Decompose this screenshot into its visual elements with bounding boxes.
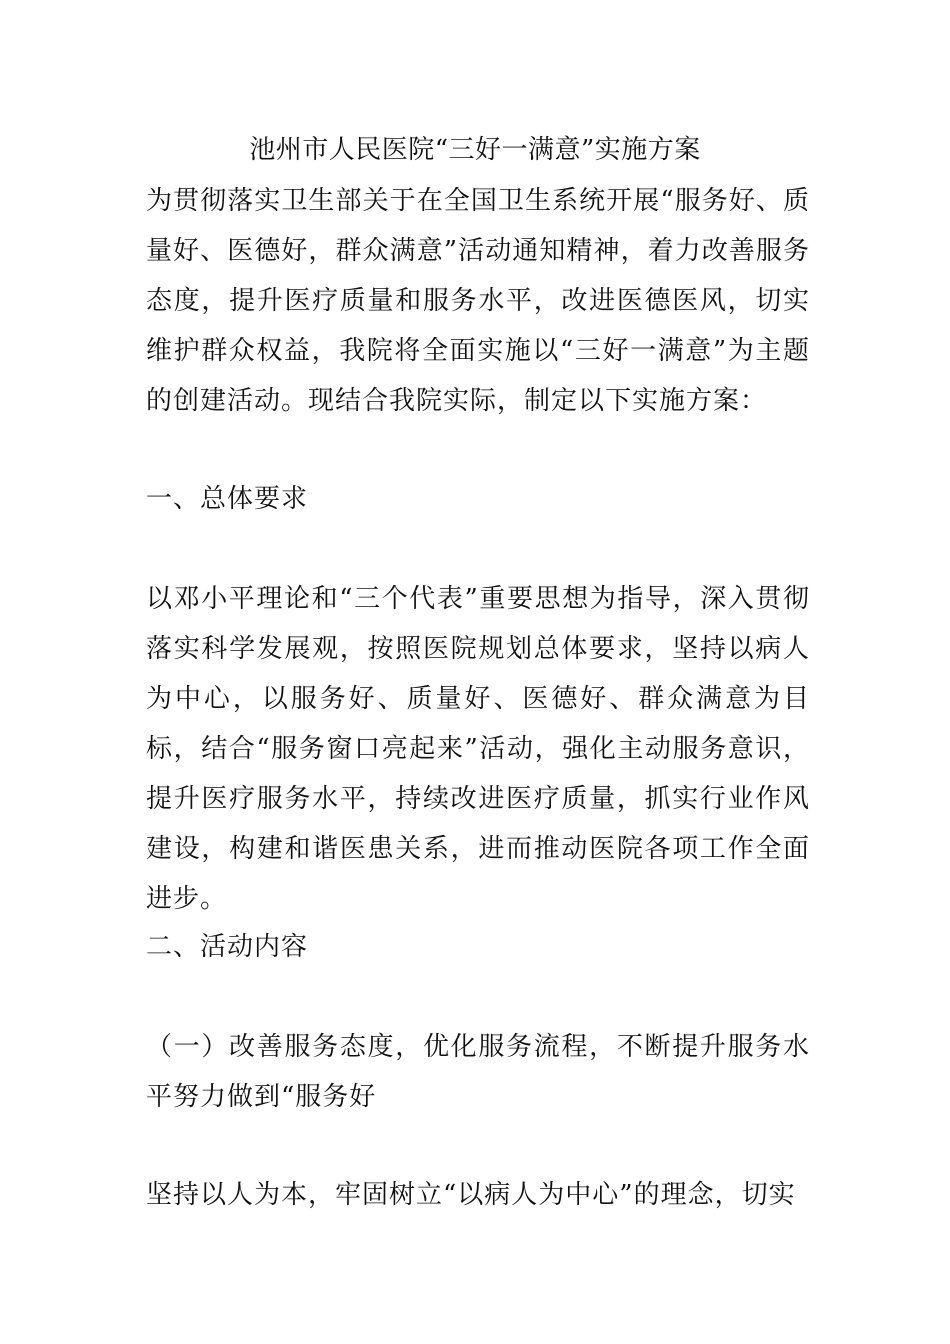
section-heading-activity-content: 二、活动内容 [146, 932, 309, 962]
document-title: 池州市人民医院“三好一满意”实施方案 [249, 135, 701, 165]
service-paragraph: 坚持以人为本，牢固树立“以病人为中心”的理念，切实 [146, 1180, 796, 1210]
subsection-heading-service: （一）改善服务态度，优化服务流程，不断提升服务水平努力做到“服务好 [146, 1032, 810, 1112]
intro-paragraph: 为贯彻落实卫生部关于在全国卫生系统开展“服务好、质量好、医德好，群众满意”活动通知精神，着力改善服务态度，提升医疗质量和服务水平，改进医德医风，切实维护群众权益，我院将全面实施以“三好一满意”为主题的创建活动。现结合我院实际，制定以下实施方案： [146, 186, 810, 416]
general-requirements-paragraph: 以邓小平理论和“三个代表”重要思想为指导，深入贯彻落实科学发展观，按照医院规划总体要求，坚持以病人为中心，以服务好、质量好、医德好、群众满意为目标，结合“服务窗口亮起来”活动，强化主动服务意识，提升医疗服务水平，持续改进医疗质量，抓实行业作风建设，构建和谐医患关系，进而推动医院各项工作全面进步。 [146, 584, 810, 914]
section-heading-general-requirements: 一、总体要求 [146, 484, 309, 514]
